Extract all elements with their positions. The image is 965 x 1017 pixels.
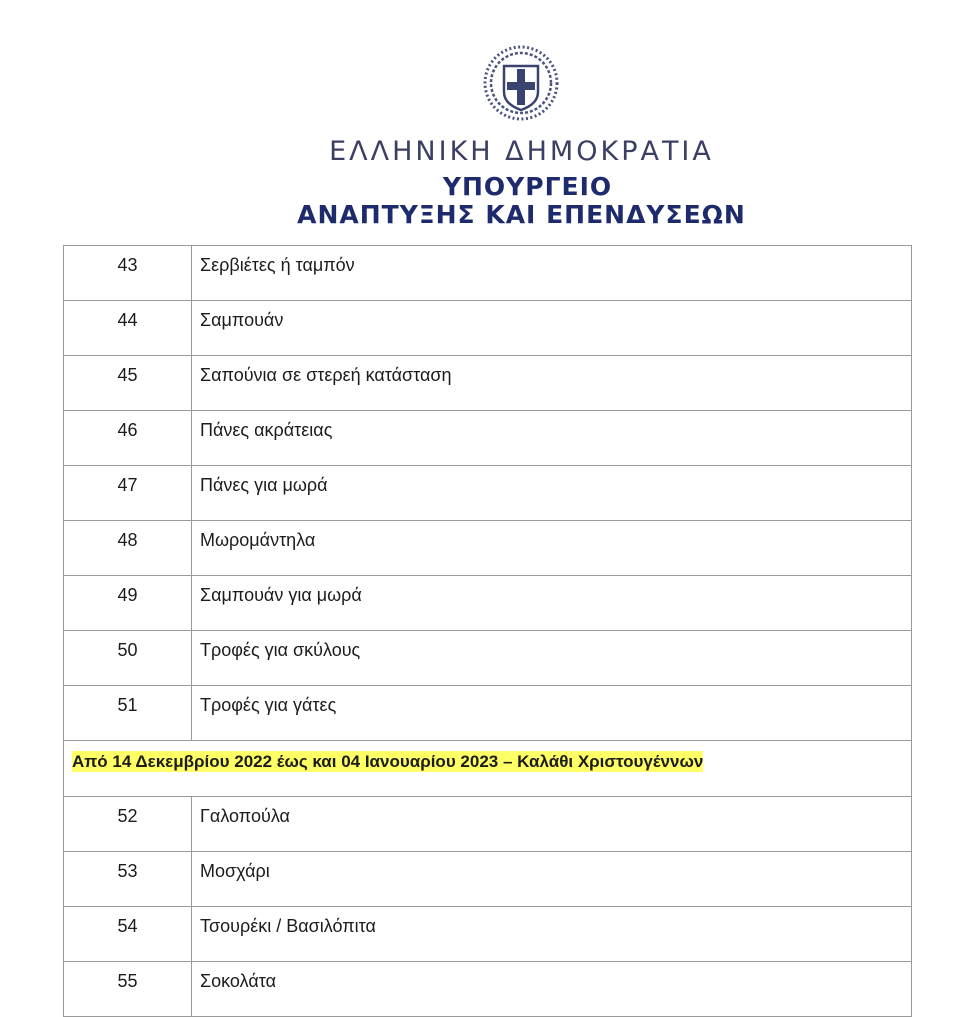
table-row xyxy=(64,411,912,466)
document-header xyxy=(0,0,965,245)
item-number: 53 xyxy=(64,852,192,907)
item-description: Πάνες ακράτειας xyxy=(192,411,912,466)
republic-title: ΕΛΛΗΝΙΚΗ ΔΗΜΟΚΡΑΤΙΑ xyxy=(329,136,714,167)
table-row xyxy=(64,576,912,631)
table-row xyxy=(64,631,912,686)
item-description: Μοσχάρι xyxy=(192,852,912,907)
items-table xyxy=(63,245,912,1017)
item-description: Σερβιέτες ή ταμπόν xyxy=(192,246,912,301)
item-number: 54 xyxy=(64,907,192,962)
item-description: Σαμπουάν για μωρά xyxy=(192,576,912,631)
table-row xyxy=(64,907,912,962)
ministry-title-line1: ΥΠΟΥΡΓΕΙΟ xyxy=(442,172,613,201)
table-row xyxy=(64,797,912,852)
item-description: Τσουρέκι / Βασιλόπιτα xyxy=(192,907,912,962)
item-description: Πάνες για μωρά xyxy=(192,466,912,521)
item-number: 44 xyxy=(64,301,192,356)
table-row xyxy=(64,246,912,301)
section-header-label: Από 14 Δεκεμβρίου 2022 έως και 04 Ιανουαρίου 2023 – Καλάθι Χριστουγέννων xyxy=(72,752,704,771)
section-header-cell xyxy=(64,741,912,797)
item-number: 52 xyxy=(64,797,192,852)
item-number: 51 xyxy=(64,686,192,741)
item-description: Τροφές για σκύλους xyxy=(192,631,912,686)
table-row xyxy=(64,466,912,521)
item-number: 45 xyxy=(64,356,192,411)
item-number: 48 xyxy=(64,521,192,576)
item-number: 55 xyxy=(64,962,192,1017)
item-description: Σοκολάτα xyxy=(192,962,912,1017)
item-description: Μωρομάντηλα xyxy=(192,521,912,576)
table-row xyxy=(64,686,912,741)
table-row xyxy=(64,962,912,1017)
item-number: 49 xyxy=(64,576,192,631)
section-header-row xyxy=(64,741,912,797)
item-number: 46 xyxy=(64,411,192,466)
greek-coat-of-arms-icon xyxy=(482,44,560,122)
table-row xyxy=(64,301,912,356)
item-description: Σαπούνια σε στερεή κατάσταση xyxy=(192,356,912,411)
table-row xyxy=(64,356,912,411)
item-number: 43 xyxy=(64,246,192,301)
item-number: 47 xyxy=(64,466,192,521)
item-description: Γαλοπούλα xyxy=(192,797,912,852)
item-description: Σαμπουάν xyxy=(192,301,912,356)
item-number: 50 xyxy=(64,631,192,686)
table-row xyxy=(64,521,912,576)
ministry-title-line2: ΑΝΑΠΤΥΞΗΣ ΚΑΙ ΕΠΕΝΔΥΣΕΩΝ xyxy=(297,200,746,229)
item-description: Τροφές για γάτες xyxy=(192,686,912,741)
table-row xyxy=(64,852,912,907)
